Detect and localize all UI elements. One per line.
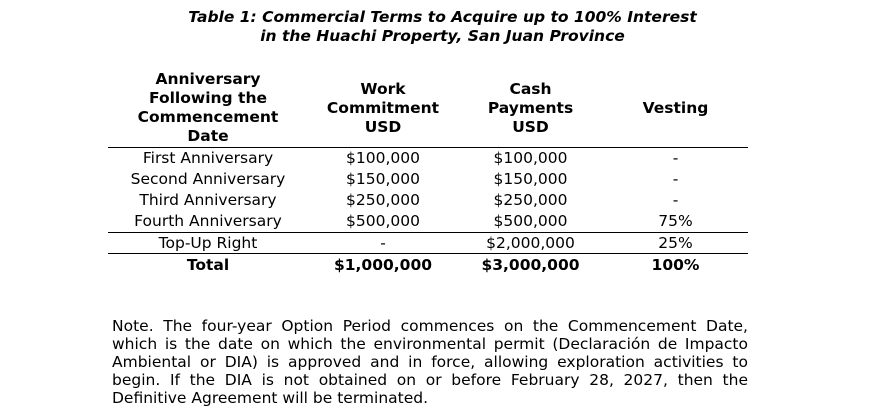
cell-anniversary: Top-Up Right	[108, 233, 308, 254]
cell-total-work-commitment: $1,000,000	[333, 256, 433, 274]
table-row-top-up	[108, 233, 748, 254]
header-line: Cash	[509, 79, 552, 98]
cell-total-label: Total	[186, 256, 230, 274]
cell-vesting: -	[672, 191, 679, 209]
header-line: Anniversary	[155, 70, 261, 88]
cell-anniversary: Third Anniversary	[139, 191, 277, 209]
cell-cash-payment: $100,000	[493, 149, 568, 167]
header-line: Commencement	[137, 108, 279, 126]
cell-cash-payment: $150,000	[493, 170, 568, 188]
table-caption	[0, 8, 885, 46]
column-header-vesting	[603, 70, 748, 148]
cell-work-commitment: $500,000	[346, 212, 420, 230]
table-row	[108, 148, 748, 170]
commercial-terms-table	[108, 70, 748, 277]
column-header-anniversary	[108, 70, 308, 148]
table-caption-line-2: in the Huachi Property, San Juan Province	[260, 27, 625, 45]
cell-vesting: -	[672, 170, 679, 188]
column-header-cash-payments	[458, 70, 603, 148]
cell-work-commitment: $100,000	[346, 149, 420, 167]
cell-total-vesting: 100%	[651, 256, 700, 274]
cell-vesting: 25%	[603, 233, 748, 254]
cell-work-commitment: $150,000	[346, 170, 420, 188]
cell-work-commitment: -	[308, 233, 458, 254]
table-header-row	[108, 70, 748, 148]
cell-anniversary: Second Anniversary	[130, 170, 286, 188]
cell-anniversary: First Anniversary	[142, 149, 274, 167]
cell-total-cash-payment: $3,000,000	[481, 256, 580, 274]
table-row	[108, 169, 748, 190]
header-line: Commitment	[326, 98, 440, 117]
cell-work-commitment: $250,000	[346, 191, 420, 209]
cell-vesting: -	[672, 149, 679, 167]
header-line: Payments	[487, 98, 574, 117]
header-line: Date	[187, 127, 229, 145]
header-line: Following the	[149, 89, 267, 107]
header-line: USD	[364, 117, 402, 136]
table-row	[108, 190, 748, 211]
header-line: Vesting	[642, 98, 709, 117]
cell-cash-payment: $500,000	[493, 212, 568, 230]
cell-vesting: 75%	[658, 212, 693, 230]
table-row-total	[108, 254, 748, 278]
table-note: Note. The four-year Option Period commences on the Commencement Date, which is the date on which the environmental permit (Declaración de Impacto Ambiental or DIA) is approved and in force, allowing exploration activities to begin. If the DIA is not obtained on or before February 28, 2027, then the Definitive Agreement will be terminated.	[112, 316, 748, 407]
cell-anniversary: Fourth Anniversary	[134, 212, 282, 230]
column-header-work-commitment	[308, 70, 458, 148]
table-caption-line-1: Table 1: Commercial Terms to Acquire up to 100% Interest	[188, 8, 697, 26]
cell-cash-payment: $2,000,000	[458, 233, 603, 254]
cell-cash-payment: $250,000	[493, 191, 568, 209]
header-line: USD	[512, 117, 549, 136]
header-line: Work	[360, 79, 406, 98]
table-row	[108, 211, 748, 233]
